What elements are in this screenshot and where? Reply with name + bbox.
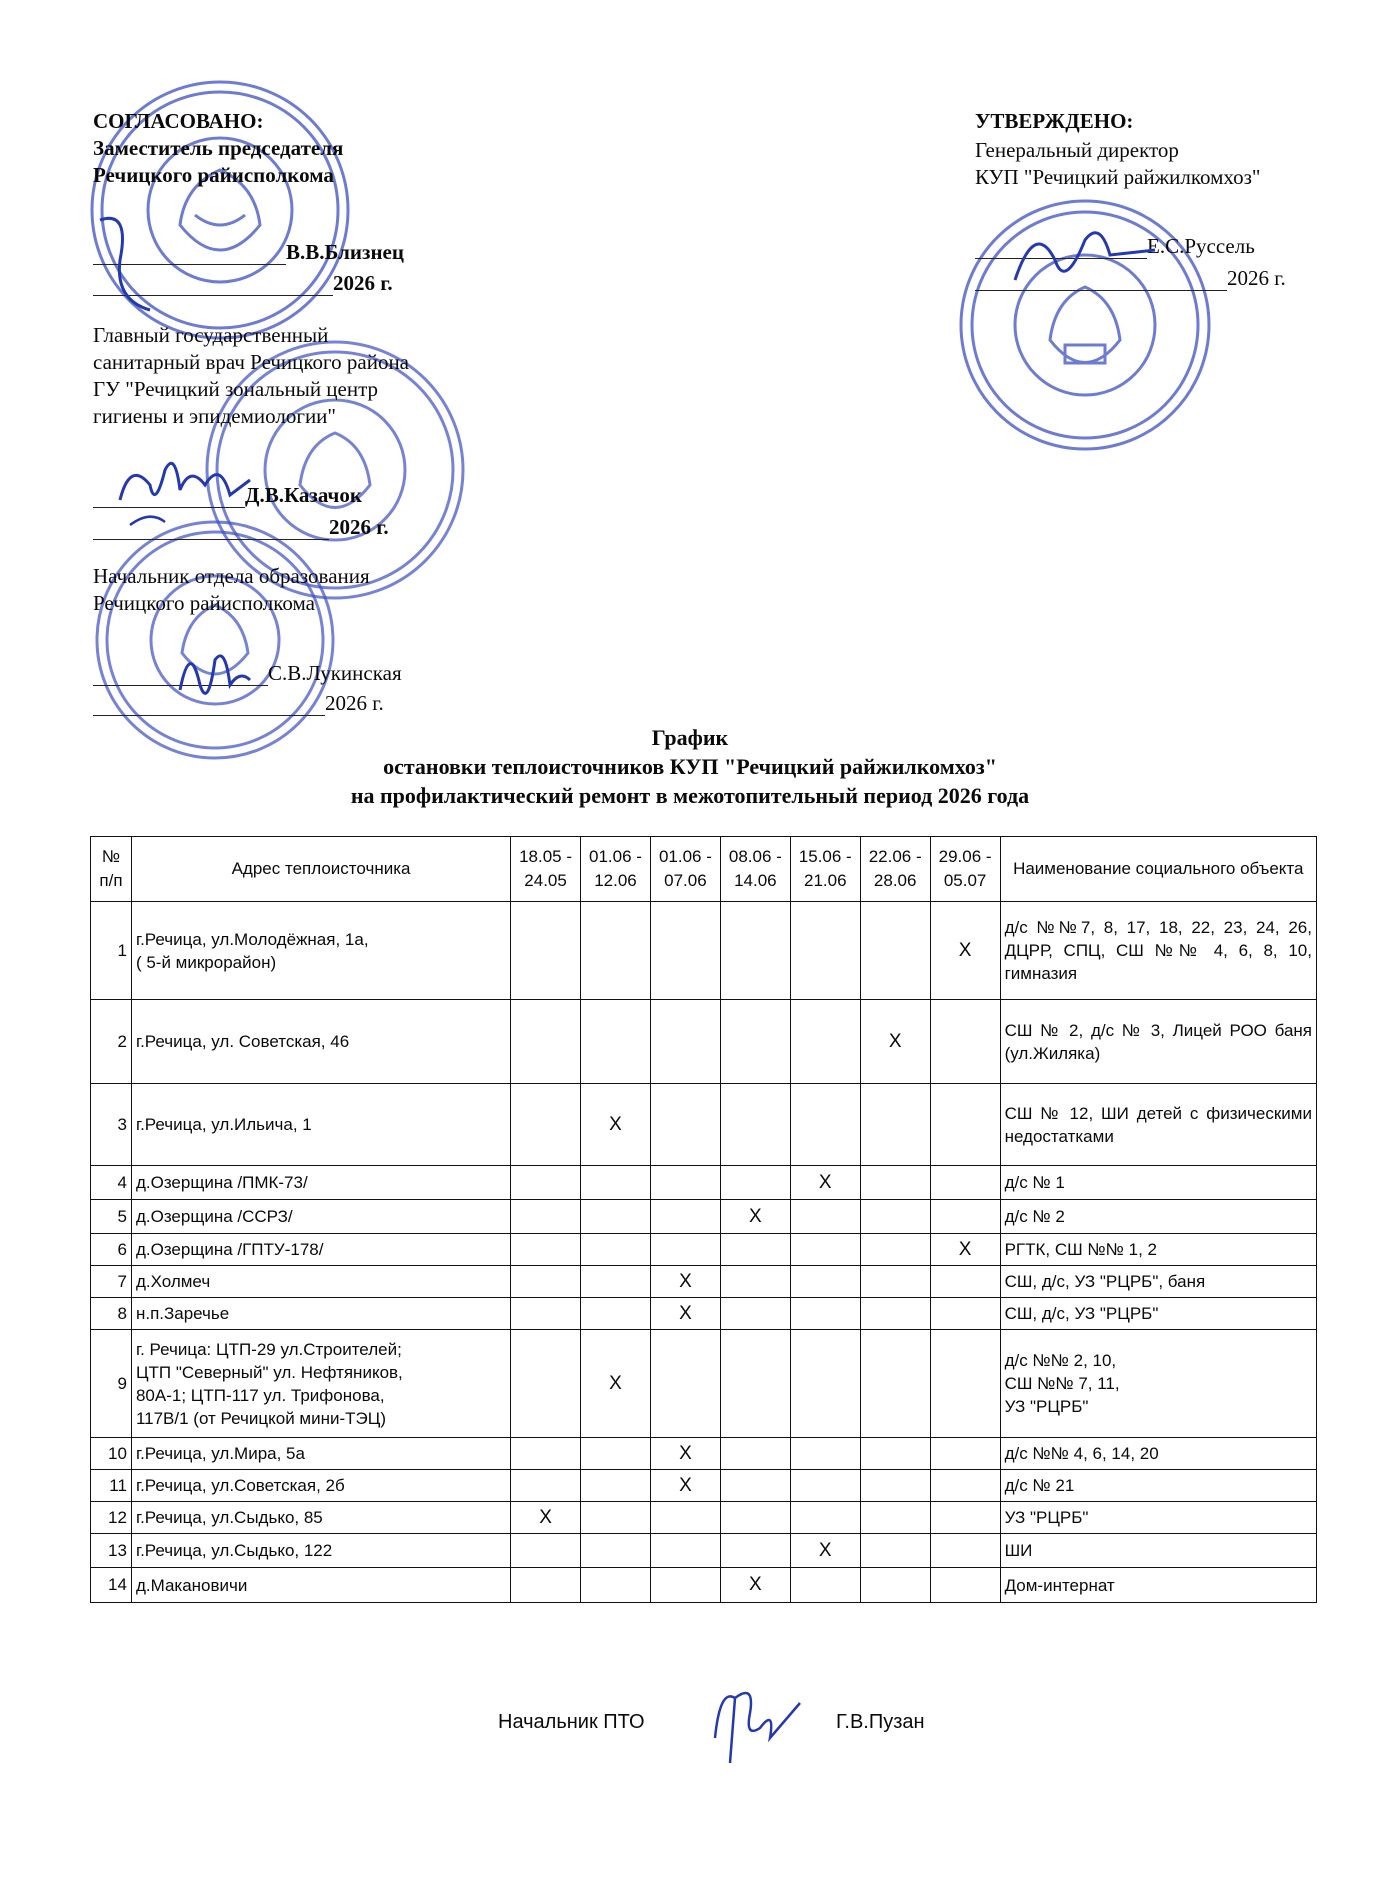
empty-cell [650, 1330, 720, 1438]
approver-2-title-line: санитарный врач Речицкого района [93, 350, 410, 374]
empty-cell [790, 1234, 860, 1266]
row-address [131, 1534, 510, 1568]
address-line: д.Озерщина /ССРЗ/ [135, 1207, 293, 1226]
empty-cell [860, 1470, 930, 1502]
footer-position: Начальник ПТО [498, 1711, 645, 1733]
repair-mark: Х [581, 1084, 651, 1166]
empty-cell [930, 1298, 1000, 1330]
row-social-object: д/с №№ 2, 10, СШ №№ 7, 11, УЗ "РЦРБ" [1000, 1330, 1316, 1438]
empty-cell [860, 1502, 930, 1534]
approver-3-title [93, 563, 370, 617]
empty-cell [511, 1330, 581, 1438]
agreed-heading: СОГЛАСОВАНО: [93, 109, 264, 133]
empty-cell [511, 1298, 581, 1330]
row-number: 3 [91, 1084, 132, 1166]
schedule-table [90, 836, 1317, 1603]
row-number: 1 [91, 902, 132, 1000]
row-social-object: Дом-интернат [1000, 1568, 1316, 1603]
empty-cell [720, 1438, 790, 1470]
table-row [91, 1000, 1317, 1084]
row-number: 14 [91, 1568, 132, 1603]
row-address [131, 1502, 510, 1534]
address-line: г.Речица, ул.Ильича, 1 [135, 1115, 312, 1134]
empty-cell [511, 1166, 581, 1200]
director-name: Е.С.Руссель [1147, 234, 1255, 258]
repair-mark: Х [650, 1438, 720, 1470]
empty-cell [930, 1534, 1000, 1568]
repair-mark: Х [581, 1330, 651, 1438]
repair-mark: Х [650, 1298, 720, 1330]
empty-cell [860, 1534, 930, 1568]
empty-cell [930, 1568, 1000, 1603]
repair-mark: Х [790, 1534, 860, 1568]
table-row [91, 902, 1317, 1000]
row-number: 5 [91, 1200, 132, 1234]
row-address [131, 1084, 510, 1166]
row-social-object: д/с № 21 [1000, 1470, 1316, 1502]
address-line: г.Речица, ул.Мира, 5а [135, 1444, 305, 1463]
approver-2-title-line: ГУ "Речицкий зональный центр [93, 377, 379, 401]
row-address [131, 1568, 510, 1603]
empty-cell [860, 902, 930, 1000]
footer-name: Г.В.Пузан [836, 1711, 925, 1733]
row-social-object: д/с №№ 4, 6, 14, 20 [1000, 1438, 1316, 1470]
row-number: 13 [91, 1534, 132, 1568]
approver-1-date: 2026 г. [333, 271, 393, 295]
empty-cell [930, 1438, 1000, 1470]
director-date: 2026 г. [1227, 266, 1286, 290]
empty-cell [581, 1568, 651, 1603]
address-line: н.п.Заречье [135, 1304, 230, 1323]
row-social-object: СШ, д/с, УЗ "РЦРБ" [1000, 1298, 1316, 1330]
row-number: 4 [91, 1166, 132, 1200]
row-social-object: д/с № 1 [1000, 1166, 1316, 1200]
table-row [91, 1266, 1317, 1298]
empty-cell [650, 1568, 720, 1603]
empty-cell [790, 1000, 860, 1084]
empty-cell [581, 1234, 651, 1266]
address-line: ЦТП "Северный" ул. Нефтяников, [135, 1362, 403, 1382]
row-number: 6 [91, 1234, 132, 1266]
empty-cell [650, 902, 720, 1000]
title-line-1: График [651, 725, 729, 750]
row-number: 7 [91, 1266, 132, 1298]
table-row [91, 1084, 1317, 1166]
empty-cell [650, 1000, 720, 1084]
empty-cell [720, 1266, 790, 1298]
row-social-object: УЗ "РЦРБ" [1000, 1502, 1316, 1534]
empty-cell [790, 1200, 860, 1234]
approver-2-name: Д.В.Казачок [245, 483, 362, 507]
empty-cell [650, 1084, 720, 1166]
empty-cell [511, 1084, 581, 1166]
empty-cell [650, 1502, 720, 1534]
empty-cell [581, 1534, 651, 1568]
address-line: г.Речица, ул.Сыдько, 85 [135, 1508, 323, 1527]
empty-cell [720, 1084, 790, 1166]
approver-2-date-line [93, 515, 389, 540]
row-address [131, 902, 510, 1000]
empty-cell [930, 1000, 1000, 1084]
row-number: 9 [91, 1330, 132, 1438]
address-line: д.Озерщина /ГПТУ-178/ [135, 1240, 324, 1259]
empty-cell [511, 1568, 581, 1603]
empty-cell [720, 1330, 790, 1438]
approver-3-signature-line [93, 661, 402, 686]
row-number: 2 [91, 1000, 132, 1084]
approver-3-date: 2026 г. [325, 691, 384, 715]
empty-cell [930, 1502, 1000, 1534]
empty-cell [790, 1266, 860, 1298]
empty-cell [860, 1234, 930, 1266]
document-title [0, 723, 1380, 810]
approver-1-name: В.В.Близнец [286, 240, 404, 264]
director-title-line: КУП "Речицкий райжилкомхоз" [975, 165, 1261, 189]
row-social-object: СШ, д/с, УЗ "РЦРБ", баня [1000, 1266, 1316, 1298]
empty-cell [790, 1330, 860, 1438]
table-row [91, 1166, 1317, 1200]
empty-cell [860, 1200, 930, 1234]
empty-cell [860, 1166, 930, 1200]
repair-mark: Х [790, 1166, 860, 1200]
repair-mark: Х [720, 1568, 790, 1603]
repair-mark: Х [650, 1266, 720, 1298]
empty-cell [720, 1470, 790, 1502]
table-row [91, 1502, 1317, 1534]
approver-1-title-line: Заместитель председателя [93, 136, 344, 160]
title-line-2: остановки теплоисточников КУП "Речицкий райжилкомхоз" [383, 754, 997, 779]
header-period: 15.06 - 21.06 [790, 837, 860, 902]
empty-cell [511, 1200, 581, 1234]
address-line: г.Речица, ул.Молодёжная, 1а, [135, 929, 369, 949]
row-address [131, 1330, 510, 1438]
row-address [131, 1470, 510, 1502]
empty-cell [930, 1166, 1000, 1200]
empty-cell [860, 1330, 930, 1438]
director-signature-line [975, 234, 1255, 259]
empty-cell [511, 1470, 581, 1502]
approver-2-date: 2026 г. [329, 515, 389, 539]
empty-cell [581, 902, 651, 1000]
table-row [91, 1568, 1317, 1603]
empty-cell [650, 1234, 720, 1266]
row-social-object: СШ № 2, д/с № 3, Лицей РОО баня (ул.Жиляка) [1000, 1000, 1316, 1084]
table-row [91, 1330, 1317, 1438]
address-line: ( 5-й микрорайон) [135, 952, 277, 972]
repair-mark: Х [930, 1234, 1000, 1266]
empty-cell [790, 1568, 860, 1603]
empty-cell [581, 1438, 651, 1470]
header-period: 29.06 - 05.07 [930, 837, 1000, 902]
approver-1-title [93, 135, 343, 189]
approver-2-signature-line [93, 483, 362, 508]
empty-cell [720, 1502, 790, 1534]
empty-cell [860, 1438, 930, 1470]
approver-3-date-line [93, 691, 384, 716]
address-line: г.Речица, ул.Сыдько, 122 [135, 1541, 333, 1560]
table-row [91, 1438, 1317, 1470]
header-object: Наименование социального объекта [1000, 837, 1316, 902]
director-title-line: Генеральный директор [975, 138, 1179, 162]
header-num: № п/п [91, 837, 132, 902]
empty-cell [720, 1000, 790, 1084]
approver-2-title [93, 322, 409, 430]
address-line: 117В/1 (от Речицкой мини-ТЭЦ) [135, 1408, 386, 1428]
empty-cell [511, 1438, 581, 1470]
empty-cell [511, 1534, 581, 1568]
table-header-row [91, 837, 1317, 902]
empty-cell [790, 1084, 860, 1166]
empty-cell [930, 1084, 1000, 1166]
approver-3-title-line: Речицкого райисполкома [93, 591, 315, 615]
row-number: 8 [91, 1298, 132, 1330]
approver-2-title-line: гигиены и эпидемиологии" [93, 404, 336, 428]
header-period: 01.06 - 07.06 [650, 837, 720, 902]
empty-cell [930, 1470, 1000, 1502]
table-row [91, 1298, 1317, 1330]
approver-1-title-line: Речицкого райисполкома [93, 163, 334, 187]
footer-signature [700, 1668, 810, 1768]
empty-cell [790, 902, 860, 1000]
approved-heading: УТВЕРЖДЕНО: [975, 109, 1134, 133]
row-social-object: д/с №№7, 8, 17, 18, 22, 23, 24, 26, ДЦРР, СПЦ, СШ №№ 4, 6, 8, 10, гимназия [1000, 902, 1316, 1000]
row-number: 11 [91, 1470, 132, 1502]
empty-cell [581, 1298, 651, 1330]
empty-cell [860, 1568, 930, 1603]
empty-cell [581, 1470, 651, 1502]
approver-1-date-line [93, 271, 393, 296]
empty-cell [930, 1200, 1000, 1234]
address-line: г.Речица, ул.Советская, 2б [135, 1476, 345, 1495]
empty-cell [790, 1470, 860, 1502]
empty-cell [720, 1166, 790, 1200]
empty-cell [511, 902, 581, 1000]
empty-cell [790, 1298, 860, 1330]
address-line: д.Холмеч [135, 1272, 211, 1291]
empty-cell [581, 1502, 651, 1534]
empty-cell [790, 1438, 860, 1470]
row-social-object: РГТК, СШ №№ 1, 2 [1000, 1234, 1316, 1266]
row-address [131, 1000, 510, 1084]
row-address [131, 1166, 510, 1200]
repair-mark: Х [930, 902, 1000, 1000]
approver-2-title-line: Главный государственный [93, 323, 329, 347]
table-row [91, 1200, 1317, 1234]
empty-cell [790, 1502, 860, 1534]
approver-1-signature-line [93, 240, 404, 265]
table-row [91, 1470, 1317, 1502]
director-date-line [975, 266, 1286, 291]
row-social-object: д/с № 2 [1000, 1200, 1316, 1234]
row-number: 10 [91, 1438, 132, 1470]
header-period: 08.06 - 14.06 [720, 837, 790, 902]
repair-mark: Х [511, 1502, 581, 1534]
director-title [975, 137, 1261, 191]
approver-3-title-line: Начальник отдела образования [93, 564, 370, 588]
empty-cell [860, 1298, 930, 1330]
empty-cell [581, 1000, 651, 1084]
empty-cell [930, 1266, 1000, 1298]
empty-cell [581, 1200, 651, 1234]
header-address: Адрес теплоисточника [131, 837, 510, 902]
table-row [91, 1234, 1317, 1266]
row-address [131, 1298, 510, 1330]
address-line: г. Речица: ЦТП-29 ул.Строителей; [135, 1339, 402, 1359]
row-social-object: ШИ [1000, 1534, 1316, 1568]
empty-cell [581, 1266, 651, 1298]
row-address [131, 1438, 510, 1470]
address-line: д.Озерщина /ПМК-73/ [135, 1173, 308, 1192]
empty-cell [720, 1534, 790, 1568]
repair-mark: Х [860, 1000, 930, 1084]
empty-cell [511, 1000, 581, 1084]
empty-cell [930, 1330, 1000, 1438]
approver-3-name: С.В.Лукинская [268, 661, 402, 685]
empty-cell [581, 1166, 651, 1200]
row-number: 12 [91, 1502, 132, 1534]
header-period: 22.06 - 28.06 [860, 837, 930, 902]
row-social-object: СШ № 12, ШИ детей с физическими недостатками [1000, 1084, 1316, 1166]
header-period: 01.06 - 12.06 [581, 837, 651, 902]
empty-cell [511, 1266, 581, 1298]
repair-mark: Х [650, 1470, 720, 1502]
empty-cell [720, 902, 790, 1000]
empty-cell [650, 1534, 720, 1568]
empty-cell [860, 1266, 930, 1298]
address-line: д.Макановичи [135, 1575, 248, 1595]
empty-cell [720, 1298, 790, 1330]
address-line: г.Речица, ул. Советская, 46 [135, 1032, 350, 1051]
title-line-3: на профилактический ремонт в межотопительный период 2026 года [350, 783, 1030, 808]
address-line: 80А-1; ЦТП-117 ул. Трифонова, [135, 1385, 385, 1405]
repair-mark: Х [720, 1200, 790, 1234]
row-address [131, 1200, 510, 1234]
row-address [131, 1234, 510, 1266]
empty-cell [860, 1084, 930, 1166]
empty-cell [650, 1200, 720, 1234]
header-period: 18.05 - 24.05 [511, 837, 581, 902]
table-row [91, 1534, 1317, 1568]
empty-cell [650, 1166, 720, 1200]
empty-cell [720, 1234, 790, 1266]
empty-cell [511, 1234, 581, 1266]
row-address [131, 1266, 510, 1298]
